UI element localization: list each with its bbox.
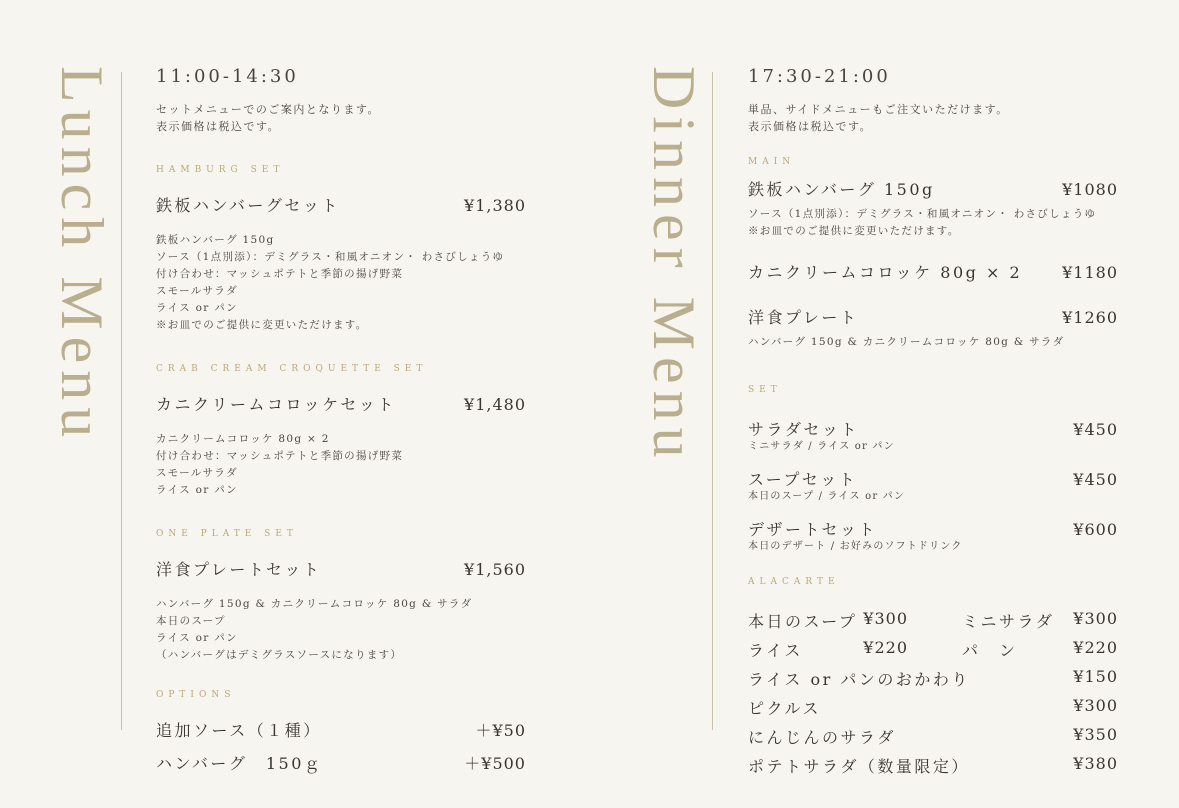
alacarte-pair-row xyxy=(748,638,1118,661)
croquette-set xyxy=(156,364,526,499)
desc-line: ハンバーグ 150g & カニクリームコロッケ 80g & サラダ xyxy=(748,336,1065,348)
alacarte-pair-row xyxy=(748,609,1118,632)
alacarte-item xyxy=(748,667,1118,690)
item-price: ¥1,560 xyxy=(464,560,526,579)
set-item xyxy=(748,417,1118,453)
set-item xyxy=(748,467,1118,503)
section-label: MAIN xyxy=(748,157,796,167)
item-name: 洋食プレート xyxy=(748,308,859,327)
item-name: カニクリームコロッケ 80g × 2 xyxy=(748,263,1023,282)
section-label: ALACARTE xyxy=(748,577,840,587)
dinner-notes xyxy=(748,101,1118,135)
section-label: HAMBURG SET xyxy=(156,165,285,175)
item-name: パ ン xyxy=(962,641,1018,660)
item-description xyxy=(156,596,526,664)
desc-line: ※お皿でのご提供に変更いただけます。 xyxy=(748,225,960,237)
dinner-content xyxy=(748,66,1118,777)
menu-item-row xyxy=(156,557,526,580)
item-name: 鉄板ハンバーグ 150g xyxy=(748,180,935,199)
item-name: ライス xyxy=(748,641,803,660)
item-description xyxy=(748,206,1118,240)
alacarte-list xyxy=(748,609,1118,777)
menu-item-row xyxy=(748,467,1118,490)
item-name: サラダセット xyxy=(748,420,859,439)
lunch-hours: 11:00-14:30 xyxy=(156,66,299,87)
item-name: にんじんのサラダ xyxy=(748,728,896,747)
desc-line: （ハンバーグはデミグラスソースになります） xyxy=(156,649,403,661)
item-name: ポテトサラダ（数量限定） xyxy=(748,757,970,776)
desc-line: スモールサラダ xyxy=(156,285,238,297)
item-price: ¥220 xyxy=(863,638,908,657)
lunch-note: 表示価格は税込です。 xyxy=(156,120,281,133)
lunch-menu-title: Lunch Menu xyxy=(49,66,115,445)
desc-line: 本日のスープ xyxy=(156,615,226,627)
item-price: ¥150 xyxy=(1073,667,1118,686)
item-name: 洋食プレートセット xyxy=(156,560,322,579)
section-label: SET xyxy=(748,385,782,395)
alacarte-item xyxy=(748,754,1118,777)
item-price: ¥1180 xyxy=(1062,263,1118,282)
item-sub: 本日のデザート / お好みのソフトドリンク xyxy=(748,541,963,552)
item-price: ¥450 xyxy=(1073,420,1118,439)
item-description xyxy=(156,232,526,334)
item-name: ミニサラダ xyxy=(962,612,1055,631)
options-section xyxy=(156,690,526,774)
dinner-note: 単品、サイドメニューもご注文いただけます。 xyxy=(748,103,1009,116)
item-name: カニクリームコロッケセット xyxy=(156,395,396,414)
option-name: 追加ソース（１種） xyxy=(156,721,322,740)
item-price: ¥1080 xyxy=(1062,180,1118,199)
item-price: ¥1,480 xyxy=(464,395,526,414)
item-price: ¥300 xyxy=(1073,696,1118,715)
item-price: ¥220 xyxy=(1073,638,1118,657)
item-sub: 本日のスープ / ライス or パン xyxy=(748,491,906,502)
option-price: ＋¥50 xyxy=(475,721,526,740)
set-item xyxy=(748,517,1118,553)
dinner-menu-title: Dinner Menu xyxy=(641,66,707,465)
item-price: ¥1,380 xyxy=(464,196,526,215)
option-row xyxy=(156,751,526,774)
set-section xyxy=(748,385,1118,553)
item-name: 本日のスープ xyxy=(748,612,858,631)
dinner-hours: 17:30-21:00 xyxy=(748,66,891,87)
option-name: ハンバーグ 150ｇ xyxy=(156,754,323,773)
alacarte-item xyxy=(748,638,908,661)
item-name: デザートセット xyxy=(748,520,878,539)
item-name: 鉄板ハンバーグセット xyxy=(156,196,340,215)
item-name: ピクルス xyxy=(748,699,822,718)
menu-item-row xyxy=(748,517,1118,540)
desc-line: スモールサラダ xyxy=(156,467,238,479)
desc-line: カニクリームコロッケ 80g × 2 xyxy=(156,433,330,445)
item-name: ライス or パンのおかわり xyxy=(748,670,970,689)
item-price: ¥600 xyxy=(1073,520,1118,539)
desc-line: ライス or パン xyxy=(156,632,238,644)
desc-line: ライス or パン xyxy=(156,302,238,314)
desc-line: ソース（1点別添）：デミグラス・和風オニオン・ わさびしょうゆ xyxy=(748,208,1097,220)
alacarte-item xyxy=(748,609,908,632)
section-label: OPTIONS xyxy=(156,690,236,700)
dinner-note: 表示価格は税込です。 xyxy=(748,120,873,133)
lunch-content xyxy=(156,66,526,784)
menu-item-row xyxy=(156,193,526,216)
section-label: ONE PLATE SET xyxy=(156,529,298,539)
item-price: ¥380 xyxy=(1073,754,1118,773)
main-section xyxy=(748,157,1118,351)
alacarte-item xyxy=(962,609,1118,632)
desc-line: 鉄板ハンバーグ 150g xyxy=(156,234,275,246)
item-price: ¥1260 xyxy=(1062,308,1118,327)
desc-line: ハンバーグ 150g & カニクリームコロッケ 80g & サラダ xyxy=(156,598,473,610)
menu-item-row xyxy=(748,417,1118,440)
menu-item-row xyxy=(748,305,1118,328)
section-label: CRAB CREAM CROQUETTE SET xyxy=(156,364,428,374)
desc-line: ライス or パン xyxy=(156,484,238,496)
item-price: ¥300 xyxy=(1073,609,1118,628)
desc-line: 付け合わせ：マッシュポテトと季節の揚げ野菜 xyxy=(156,450,404,462)
item-price: ¥450 xyxy=(1073,470,1118,489)
alacarte-item xyxy=(748,696,1118,719)
desc-line: ※お皿でのご提供に変更いただけます。 xyxy=(156,319,368,331)
hamburg-set xyxy=(156,165,526,334)
menu-item-row xyxy=(748,177,1118,200)
item-description xyxy=(156,431,526,499)
alacarte-item xyxy=(962,638,1118,661)
desc-line: ソース（1点別添）：デミグラス・和風オニオン・ わさびしょうゆ xyxy=(156,251,505,263)
menu-item-row xyxy=(156,392,526,415)
alacarte-section xyxy=(748,577,1118,777)
item-price: ¥300 xyxy=(863,609,908,628)
alacarte-item xyxy=(748,725,1118,748)
one-plate-set xyxy=(156,529,526,664)
desc-line: 付け合わせ：マッシュポテトと季節の揚げ野菜 xyxy=(156,268,404,280)
item-description xyxy=(748,334,1118,351)
item-price: ¥350 xyxy=(1073,725,1118,744)
item-sub: ミニサラダ / ライス or パン xyxy=(748,441,895,452)
lunch-note: セットメニューでのご案内となります。 xyxy=(156,103,381,116)
menu-item-row xyxy=(748,260,1118,283)
item-name: スープセット xyxy=(748,470,858,489)
lunch-divider-line xyxy=(121,72,122,730)
option-price: ＋¥500 xyxy=(464,754,526,773)
dinner-divider-line xyxy=(712,72,713,730)
option-row xyxy=(156,718,526,741)
lunch-notes xyxy=(156,101,526,135)
